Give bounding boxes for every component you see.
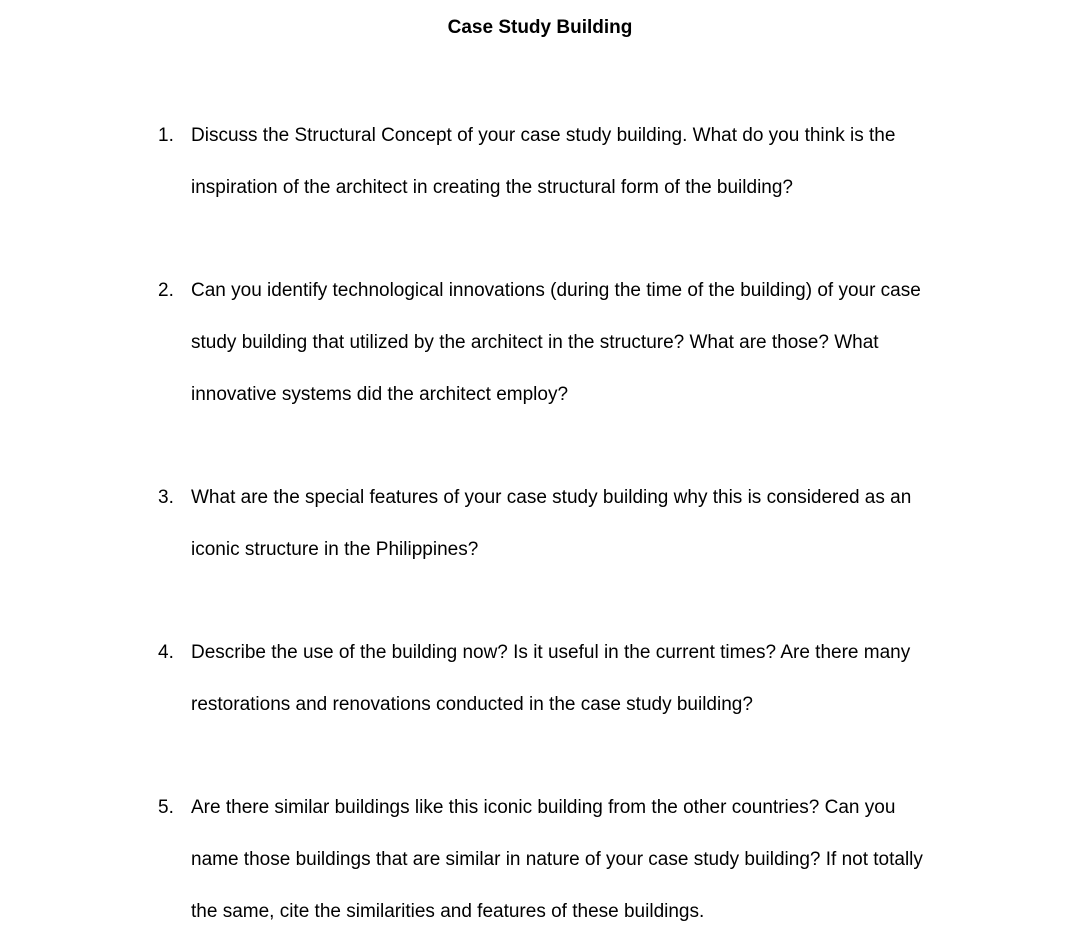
question-number: 4. [158, 642, 174, 663]
question-line: Describe the use of the building now? Is it useful in the current times? Are there many [191, 642, 911, 663]
question-text [191, 782, 971, 938]
document-title: Case Study Building [447, 17, 633, 38]
question-line: innovative systems did the architect employ? [191, 384, 569, 405]
question-number: 5. [158, 797, 174, 818]
question-line: study building that utilized by the architect in the structure? What are those? What [191, 332, 879, 353]
question-text [191, 110, 971, 214]
question-text [191, 472, 971, 576]
question-number: 3. [158, 487, 174, 508]
question-line: iconic structure in the Philippines? [191, 539, 479, 560]
question-number: 1. [158, 125, 174, 146]
question-text [191, 265, 971, 421]
question-text [191, 627, 971, 731]
question-line: restorations and renovations conducted in the case study building? [191, 694, 753, 715]
question-line: Can you identify technological innovations (during the time of the building) of your case [191, 280, 921, 301]
question-line: name those buildings that are similar in nature of your case study building? If not totally [191, 849, 923, 870]
question-line: Discuss the Structural Concept of your case study building. What do you think is the [191, 125, 896, 146]
question-line: inspiration of the architect in creating the structural form of the building? [191, 177, 793, 198]
question-line: the same, cite the similarities and features of these buildings. [191, 901, 705, 922]
question-number: 2. [158, 280, 174, 301]
question-line: What are the special features of your case study building why this is considered as an [191, 487, 912, 508]
question-line: Are there similar buildings like this iconic building from the other countries? Can you [191, 797, 896, 818]
